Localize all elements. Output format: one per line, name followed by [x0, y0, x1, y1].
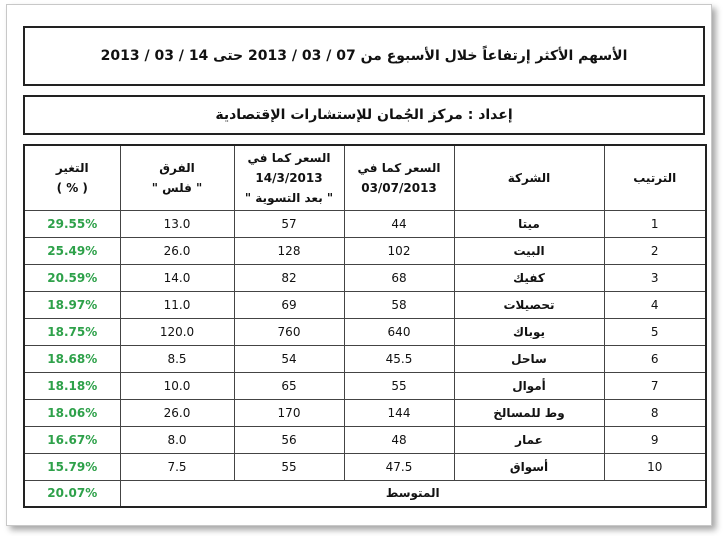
company-cell: ميتا	[454, 210, 604, 237]
diff-cell: 26.0	[120, 237, 234, 264]
change-cell: 15.79%	[24, 453, 120, 480]
diff-cell: 14.0	[120, 264, 234, 291]
price-before-cell: 102	[344, 237, 454, 264]
rank-cell: 1	[604, 210, 706, 237]
price-before-cell: 48	[344, 426, 454, 453]
rank-cell: 7	[604, 372, 706, 399]
price-after-cell: 55	[234, 453, 344, 480]
average-row	[24, 480, 706, 507]
diff-cell: 8.5	[120, 345, 234, 372]
diff-cell: 11.0	[120, 291, 234, 318]
change-cell: 18.68%	[24, 345, 120, 372]
price-after-cell: 54	[234, 345, 344, 372]
table-row	[24, 399, 706, 426]
header-price-before: السعر كما في 03/07/2013	[344, 145, 454, 210]
diff-cell: 10.0	[120, 372, 234, 399]
average-value: 20.07%	[24, 480, 120, 507]
change-cell: 16.67%	[24, 426, 120, 453]
price-after-cell: 82	[234, 264, 344, 291]
price-after-cell: 56	[234, 426, 344, 453]
table-row	[24, 291, 706, 318]
rank-cell: 5	[604, 318, 706, 345]
change-cell: 29.55%	[24, 210, 120, 237]
company-cell: تحصيلات	[454, 291, 604, 318]
change-cell: 20.59%	[24, 264, 120, 291]
document-frame	[6, 4, 712, 526]
diff-cell: 8.0	[120, 426, 234, 453]
company-cell: البيت	[454, 237, 604, 264]
diff-cell: 26.0	[120, 399, 234, 426]
header-company: الشركة	[454, 145, 604, 210]
header-change: التغير ( % )	[24, 145, 120, 210]
price-before-cell: 55	[344, 372, 454, 399]
price-after-cell: 760	[234, 318, 344, 345]
table-header-row	[24, 145, 706, 210]
header-price-after: السعر كما في 14/3/2013 " بعد التسوية "	[234, 145, 344, 210]
price-before-cell: 58	[344, 291, 454, 318]
price-after-cell: 69	[234, 291, 344, 318]
company-cell: ساحل	[454, 345, 604, 372]
average-label: المتوسط	[120, 480, 706, 507]
company-cell: كفيك	[454, 264, 604, 291]
company-cell: أموال	[454, 372, 604, 399]
price-after-cell: 170	[234, 399, 344, 426]
table-row	[24, 372, 706, 399]
rank-cell: 8	[604, 399, 706, 426]
header-diff: الفرق " فلس "	[120, 145, 234, 210]
company-cell: أسواق	[454, 453, 604, 480]
table-row	[24, 426, 706, 453]
header-rank: الترتيب	[604, 145, 706, 210]
price-before-cell: 640	[344, 318, 454, 345]
table-row	[24, 345, 706, 372]
diff-cell: 7.5	[120, 453, 234, 480]
prepared-by: إعداد : مركز الجُمان للإستشارات الإقتصادية	[23, 95, 705, 135]
rank-cell: 6	[604, 345, 706, 372]
change-cell: 25.49%	[24, 237, 120, 264]
price-after-cell: 57	[234, 210, 344, 237]
change-cell: 18.75%	[24, 318, 120, 345]
change-cell: 18.97%	[24, 291, 120, 318]
rank-cell: 3	[604, 264, 706, 291]
price-before-cell: 68	[344, 264, 454, 291]
price-before-cell: 47.5	[344, 453, 454, 480]
price-before-cell: 144	[344, 399, 454, 426]
table-row	[24, 318, 706, 345]
change-cell: 18.06%	[24, 399, 120, 426]
diff-cell: 120.0	[120, 318, 234, 345]
rank-cell: 2	[604, 237, 706, 264]
price-before-cell: 45.5	[344, 345, 454, 372]
company-cell: وط للمسالخ	[454, 399, 604, 426]
company-cell: يوباك	[454, 318, 604, 345]
table-row	[24, 210, 706, 237]
price-after-cell: 128	[234, 237, 344, 264]
gainers-table	[23, 144, 707, 508]
price-after-cell: 65	[234, 372, 344, 399]
change-cell: 18.18%	[24, 372, 120, 399]
diff-cell: 13.0	[120, 210, 234, 237]
table-row	[24, 237, 706, 264]
rank-cell: 4	[604, 291, 706, 318]
rank-cell: 10	[604, 453, 706, 480]
page-title: الأسهم الأكثر إرتفاعاً خلال الأسبوع من 07 / 03 / 2013 حتى 14 / 03 / 2013	[23, 26, 705, 86]
table-row	[24, 264, 706, 291]
rank-cell: 9	[604, 426, 706, 453]
table-row	[24, 453, 706, 480]
price-before-cell: 44	[344, 210, 454, 237]
company-cell: عمار	[454, 426, 604, 453]
